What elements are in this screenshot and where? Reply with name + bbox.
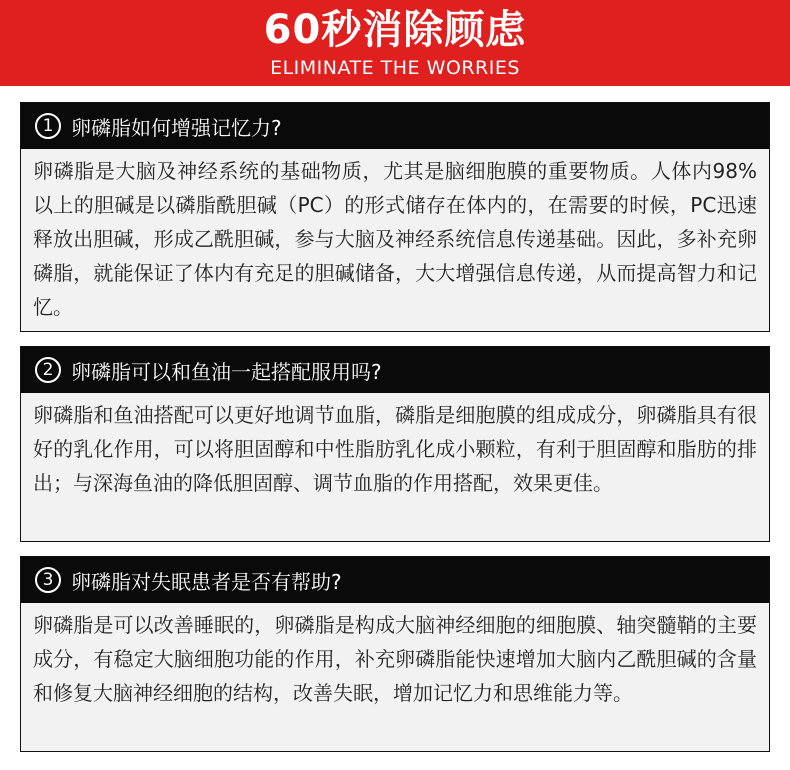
question-number-badge: 2	[35, 357, 61, 383]
question-number-badge: 1	[35, 113, 61, 139]
faq-question: 卵磷脂可以和鱼油一起搭配服用吗?	[71, 359, 382, 384]
faq-answer: 卵磷脂和鱼油搭配可以更好地调节血脂，磷脂是细胞膜的组成成分，卵磷脂具有很好的乳化作用，可以将胆固醇和中性脂肪乳化成小颗粒，有利于胆固醇和脂肪的排出；与深海鱼油的降低胆固醇、调节血脂的作用搭配，效果更佳。	[33, 403, 757, 495]
page-subtitle: ELIMINATE THE WORRIES	[270, 57, 520, 79]
faq-answer: 卵磷脂是大脑及神经系统的基础物质，尤其是脑细胞膜的重要物质。人体内98%以上的胆碱是以磷脂酰胆碱（PC）的形式储存在体内的，在需要的时候，PC迅速释放出胆碱，形成乙酰胆碱，参与大脑及神经系统信息传递基础。因此，多补充卵磷脂，就能保证了体内有充足的胆碱储备，大大增强信息传递，从而提高智力和记忆。	[33, 159, 757, 319]
faq-question: 卵磷脂对失眠患者是否有帮助?	[71, 569, 342, 594]
header-banner	[0, 0, 790, 86]
faq-question-bar	[21, 347, 769, 393]
faq-section-3	[20, 556, 770, 752]
faq-answer: 卵磷脂是可以改善睡眠的，卵磷脂是构成大脑神经细胞的细胞膜、轴突髓鞘的主要成分，有稳定大脑细胞功能的作用，补充卵磷脂能快速增加大脑内乙酰胆碱的含量和修复大脑神经细胞的结构，改善失眠，增加记忆力和思维能力等。	[33, 613, 757, 705]
faq-section-1	[20, 102, 770, 332]
faq-section-2	[20, 346, 770, 542]
faq-question-bar	[21, 557, 769, 603]
faq-question-bar	[21, 103, 769, 149]
question-number-badge: 3	[35, 567, 61, 593]
faq-question: 卵磷脂如何增强记忆力?	[71, 115, 282, 140]
page-title: 60秒消除顾虑	[263, 7, 527, 53]
